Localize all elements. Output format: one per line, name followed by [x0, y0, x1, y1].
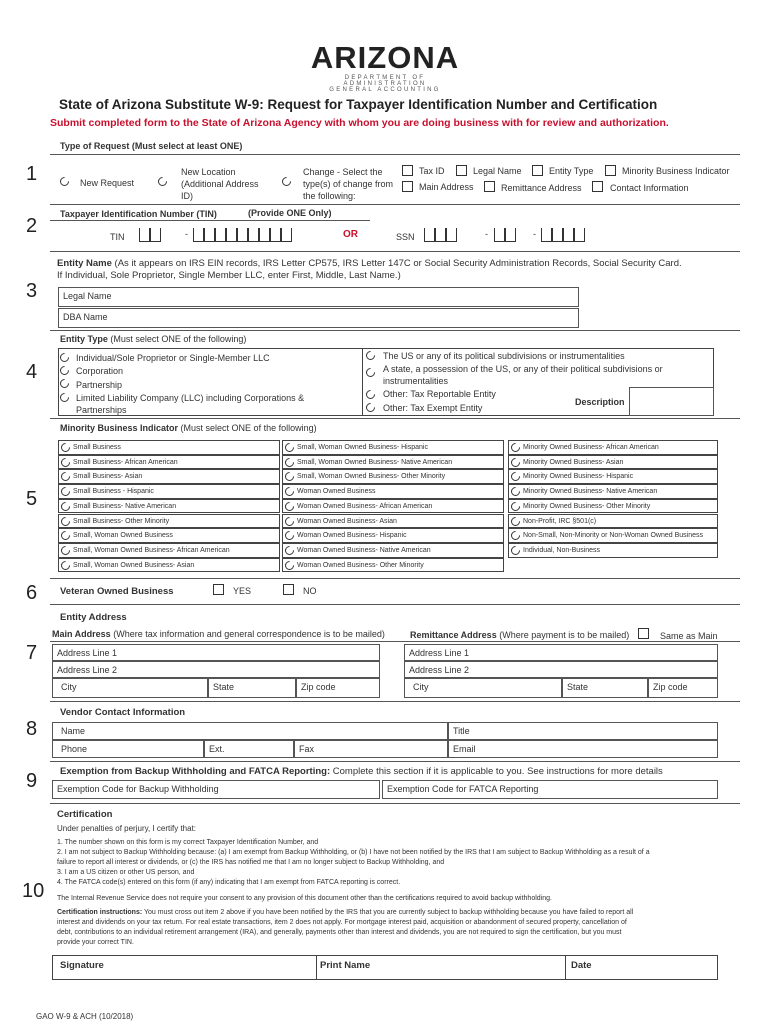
- minority-option-label: Small, Woman Owned Business: [73, 532, 173, 540]
- remit-address-checkbox[interactable]: [484, 181, 495, 192]
- entity-corporation-label: Corporation: [76, 366, 124, 376]
- minority-option-label: Small Business- Other Minority: [73, 517, 170, 525]
- cert-instructions-4: provide your correct TIN.: [57, 939, 134, 946]
- section-number-10: 10: [22, 880, 45, 902]
- description-field[interactable]: [629, 387, 714, 416]
- logo-sub1: DEPARTMENT OF ADMINISTRATION: [343, 75, 427, 87]
- section-number-6: 6: [26, 582, 38, 604]
- tax-id-checkbox[interactable]: [402, 165, 413, 176]
- remit-zip-label: Zip code: [653, 682, 688, 692]
- minority-option-label: Small Business- Native American: [73, 502, 177, 510]
- minority-option-label: Small Business- African American: [73, 458, 178, 466]
- minority-heading: [60, 423, 317, 433]
- new-request-radio[interactable]: [58, 175, 71, 188]
- entity-us-label: The US or any of its political subdivisions or instrumentalities: [383, 351, 625, 361]
- section-number-7: 7: [26, 642, 38, 664]
- entity-state-label: A state, a possession of the US, or any of their political subdivisions or instrumentalities: [383, 364, 663, 386]
- minority-title2: (Must select ONE of the following): [180, 423, 317, 433]
- contact-email-field[interactable]: [448, 740, 718, 758]
- minority-label: Minority Business Indicator: [622, 166, 730, 176]
- dba-name-field-label: DBA Name: [63, 312, 108, 322]
- tax-id-label: Tax ID: [419, 166, 445, 176]
- remit-address-heading: [410, 630, 629, 640]
- minority-option-label: Woman Owned Business: [297, 488, 376, 496]
- contact-info-label: Contact Information: [610, 183, 689, 193]
- main-city[interactable]: [52, 678, 208, 698]
- entity-type-title2: (Must select ONE of the following): [110, 334, 247, 344]
- entity-type-label: Entity Type: [549, 166, 594, 176]
- section-number-1: 1: [26, 163, 38, 185]
- minority-option-label: Small Business- Asian: [73, 473, 143, 481]
- entity-type-checkbox[interactable]: [532, 165, 543, 176]
- entity-taxable-label: Other: Tax Reportable Entity: [383, 389, 496, 399]
- contact-title-field[interactable]: [448, 722, 718, 740]
- contact-info-checkbox[interactable]: [592, 181, 603, 192]
- legal-name-field-label: Legal Name: [63, 291, 112, 301]
- veteran-yes-checkbox[interactable]: [213, 584, 224, 595]
- minority-option-label: Minority Owned Business- Hispanic: [523, 473, 634, 481]
- minority-option-label: Woman Owned Business- Asian: [297, 517, 397, 525]
- minority-option-label: Woman Owned Business- Native American: [297, 546, 431, 554]
- cert-line3: 3. I am a US citizen or other US person, and: [57, 869, 195, 876]
- backup-exempt-code-label: Exemption Code for Backup Withholding: [57, 784, 219, 794]
- contact-name-label: Name: [61, 726, 86, 736]
- cert-intro: Under penalties of perjury, I certify that:: [57, 824, 197, 833]
- main-address-desc: (Where tax information and general correspondence is to be mailed): [113, 629, 385, 639]
- contact-name-field[interactable]: [52, 722, 448, 740]
- minority-option-label: Minority Owned Business- Asian: [523, 458, 624, 466]
- fatca-code-label: Exemption Code for FATCA Reporting: [387, 784, 539, 794]
- certification-title: Certification: [57, 809, 113, 820]
- cert-instructions-3: debt, contributions to an individual retirement arrangement (IRA), and generally, payments other than interest and dividends, you are not required to sign the certification, but you must: [57, 929, 622, 936]
- print-name-label: Print Name: [320, 960, 371, 971]
- entity-address-title: Entity Address: [60, 612, 127, 623]
- main-state-label: State: [213, 682, 235, 692]
- entity-exempt-label: Other: Tax Exempt Entity: [383, 403, 483, 413]
- contact-title-label: Title: [453, 726, 470, 736]
- description-label: Description: [575, 397, 625, 407]
- entity-name-desc: [57, 258, 682, 269]
- minority-option-label: Non-Profit, IRC §501(c): [523, 517, 597, 525]
- contact-ext-field[interactable]: [204, 740, 294, 758]
- date-label: Date: [571, 960, 592, 971]
- minority-option-label: Woman Owned Business- Hispanic: [297, 532, 407, 540]
- remit-address-label: Remittance Address: [501, 183, 582, 193]
- minority-option-label: Woman Owned Business- African American: [297, 502, 433, 510]
- main-address-heading: [52, 629, 385, 639]
- main-address-line1[interactable]: [52, 644, 380, 661]
- contact-phone-field[interactable]: [52, 740, 204, 758]
- section-number-5: 5: [26, 488, 38, 510]
- cert-instructions-1: [57, 909, 633, 916]
- section-number-2: 2: [26, 215, 38, 237]
- remit-state-label: State: [567, 682, 589, 692]
- entity-llc-label: Limited Liability Company (LLC) including Corporations & Partnerships: [76, 393, 305, 415]
- section-number-8: 8: [26, 718, 38, 740]
- remit-address-line1[interactable]: [404, 644, 718, 661]
- minority-option-label: Small, Woman Owned Business- Native American: [297, 458, 453, 466]
- form-subtitle: Submit completed form to the State of Arizona Agency with whom you are doing business with for review and authorization.: [50, 117, 669, 129]
- remit-address-desc: (Where payment is to be mailed): [499, 630, 630, 640]
- minority-checkbox[interactable]: [605, 165, 616, 176]
- backup-exempt-code-field[interactable]: [52, 780, 380, 799]
- new-location-radio[interactable]: [156, 175, 169, 188]
- section2-title2: (Provide ONE Only): [248, 208, 332, 218]
- same-as-main-label: Same as Main: [660, 631, 718, 641]
- change-radio[interactable]: [280, 175, 293, 188]
- remit-state[interactable]: [562, 678, 648, 698]
- section-number-3: 3: [26, 280, 38, 302]
- exemption-desc: Complete this section if it is applicable to you. See instructions for more details: [332, 766, 663, 777]
- cert-line2a: 2. I am not subject to Backup Withholding because: (a) I am exempt from Backup Withholding, or (b) I have not been notified by the IRS that I am subject to Backup Withholding as a result of a: [57, 849, 650, 856]
- cert-instructions-label: Certification instructions:: [57, 909, 143, 916]
- veteran-title: Veteran Owned Business: [60, 586, 174, 597]
- signature-label: Signature: [60, 960, 104, 971]
- minority-option-label: Non-Small, Non-Minority or Non-Woman Owned Business: [523, 532, 703, 540]
- minority-option-label: Small Business - Hispanic: [73, 488, 154, 496]
- minority-option-label: Minority Owned Business- African American: [523, 444, 659, 451]
- cert-line1: 1. The number shown on this form is my correct Taxpayer Identification Number, and: [57, 839, 319, 846]
- remit-address-line2[interactable]: [404, 661, 718, 678]
- contact-ext-label: Ext.: [209, 744, 225, 754]
- new-request-label: New Request: [80, 178, 135, 188]
- minority-option-label: Individual, Non-Business: [523, 546, 601, 554]
- veteran-yes-label: YES: [233, 586, 252, 596]
- minority-option-label: Small Business: [73, 444, 121, 451]
- main-state[interactable]: [208, 678, 296, 698]
- vendor-contact-title: Vendor Contact Information: [60, 707, 186, 718]
- logo-sub2: GENERAL ACCOUNTING: [329, 87, 441, 93]
- contact-email-label: Email: [453, 744, 476, 754]
- minority-title: Minority Business Indicator: [60, 423, 179, 433]
- entity-individual-label: Individual/Sole Proprietor or Single-Member LLC: [76, 353, 270, 363]
- veteran-no-checkbox[interactable]: [283, 584, 294, 595]
- main-zip-label: Zip code: [301, 682, 336, 692]
- new-location-label: New Location (Additional Address ID): [181, 167, 259, 201]
- cert-irs: The Internal Revenue Service does not require your consent to any provision of this document other than the certifications required to avoid backup withholding.: [57, 895, 552, 902]
- tin-label: TIN: [110, 232, 125, 242]
- remit-zip[interactable]: [648, 678, 718, 698]
- legal-name-label: Legal Name: [473, 166, 522, 176]
- entity-name-title: Entity Name: [57, 258, 112, 269]
- section-number-9: 9: [26, 770, 38, 792]
- main-address-title: Main Address: [52, 629, 111, 639]
- form-title: State of Arizona Substitute W-9: Request for Taxpayer Identification Number and Certification: [59, 97, 658, 112]
- legal-name-checkbox[interactable]: [456, 165, 467, 176]
- cert-line2b: failure to report all interest or dividends, or (c) the IRS has notified me that I am no longer subject to Backup Withholding, and: [57, 859, 445, 866]
- minority-option-label: Small, Woman Owned Business- Hispanic: [297, 444, 428, 451]
- remit-address-title: Remittance Address: [410, 630, 497, 640]
- same-as-main-checkbox[interactable]: [638, 628, 649, 639]
- remit-line1-label: Address Line 1: [409, 648, 470, 658]
- cert-instructions-2: interest and dividends on your tax return. For real estate transactions, item 2 does not apply. For mortgage interest paid, acquisition or abandonment of secured property, cancellation of: [57, 919, 627, 926]
- cert-instructions-text1: You must cross out item 2 above if you have been notified by the IRS that you are currently subject to backup withholding because you have failed to report all: [144, 909, 634, 916]
- section2-title: Taxpayer Identification Number (TIN): [60, 209, 217, 219]
- minority-option-label: Minority Owned Business- Native American: [523, 488, 658, 496]
- main-address-line2[interactable]: [52, 661, 380, 678]
- contact-phone-label: Phone: [61, 744, 88, 754]
- entity-type-title: Entity Type: [60, 334, 108, 344]
- logo-text: ARIZONA: [310, 40, 460, 75]
- entity-name-text: (As it appears on IRS EIN records, IRS Letter CP575, IRS Letter 147C or Social Security Administration Records, Social Security Card.: [114, 258, 682, 269]
- ssn-label: SSN: [396, 232, 415, 242]
- entity-partnership-label: Partnership: [76, 380, 123, 390]
- remit-line2-label: Address Line 2: [409, 665, 470, 675]
- main-line1-label: Address Line 1: [57, 648, 118, 658]
- dba-name-field[interactable]: [58, 308, 579, 328]
- exemption-title: Exemption from Backup Withholding and FATCA Reporting:: [60, 766, 331, 777]
- minority-option-label: Small, Woman Owned Business- Other Minority: [297, 473, 446, 481]
- minority-option-label: Woman Owned Business- Other Minority: [297, 561, 424, 569]
- change-label: Change - Select the type(s) of change from the following:: [303, 167, 394, 201]
- section1-title: Type of Request (Must select at least ONE): [60, 141, 243, 151]
- fatca-code-field[interactable]: [382, 780, 718, 799]
- cert-line4: 4. The FATCA code(s) entered on this form (if any) indicating that I am exempt from FATCA reporting is correct.: [57, 879, 401, 886]
- or-label: OR: [343, 229, 358, 240]
- entity-name-desc2: If Individual, Sole Proprietor, Single Member LLC, enter First, Middle, Last Name.): [57, 270, 401, 281]
- minority-option-label: Small, Woman Owned Business- African American: [73, 546, 230, 554]
- main-city-label: City: [61, 682, 77, 692]
- main-address-checkbox[interactable]: [402, 181, 413, 192]
- form-footer: GAO W-9 & ACH (10/2018): [36, 1012, 134, 1021]
- main-address-label: Main Address: [419, 182, 474, 192]
- section-number-4: 4: [26, 361, 38, 383]
- entity-type-heading: [60, 334, 246, 344]
- minority-option-label: Small, Woman Owned Business- Asian: [73, 561, 195, 569]
- minority-option-label: Minority Owned Business- Other Minority: [523, 502, 651, 510]
- contact-fax-field[interactable]: [294, 740, 448, 758]
- contact-fax-label: Fax: [299, 744, 315, 754]
- exemption-heading: [60, 766, 663, 777]
- main-line2-label: Address Line 2: [57, 665, 118, 675]
- remit-city[interactable]: [404, 678, 562, 698]
- veteran-no-label: NO: [303, 586, 317, 596]
- legal-name-field[interactable]: [58, 287, 579, 307]
- agency-logo: [305, 40, 465, 93]
- main-zip[interactable]: [296, 678, 380, 698]
- remit-city-label: City: [413, 682, 429, 692]
